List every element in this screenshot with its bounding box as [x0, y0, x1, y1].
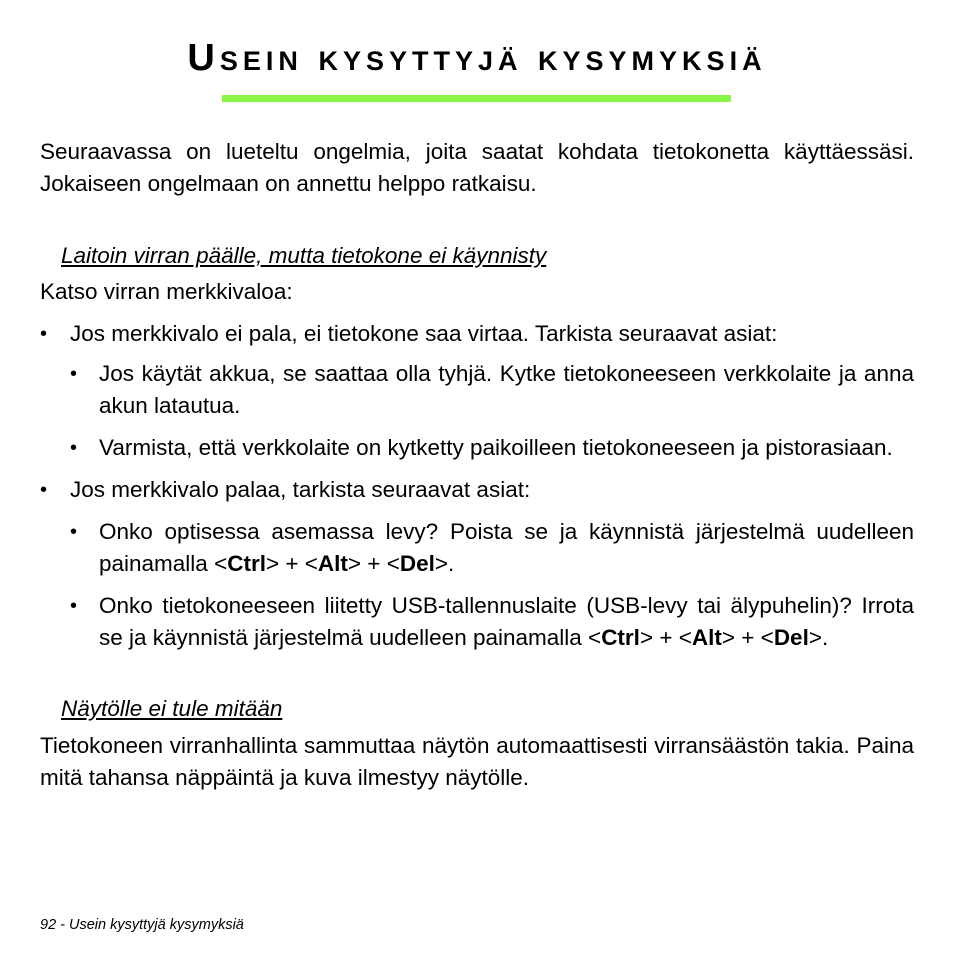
- key-del: Del: [399, 551, 435, 576]
- bracket-open: <: [678, 625, 692, 650]
- keyboard-shortcut: [214, 551, 448, 576]
- plus-sign: +: [361, 551, 387, 576]
- list-item-text: [99, 593, 914, 650]
- plus-sign: +: [279, 551, 305, 576]
- list-item-text: Jos merkkivalo palaa, tarkista seuraavat asiat:: [70, 477, 531, 502]
- list-item: [40, 358, 914, 422]
- list-item-text-end: .: [821, 625, 829, 650]
- section-heading-display: Näytölle ei tule mitään: [61, 696, 283, 721]
- list-item-text-start: Onko optisessa asemassa levy? Poista se ja käynnistä järjestelmä uudelleen painamalla: [99, 519, 914, 576]
- list-item-text: [99, 519, 914, 576]
- bracket-open: <: [588, 625, 602, 650]
- bracket-close: >: [808, 625, 822, 650]
- list-item: [40, 516, 914, 580]
- bracket-close: >: [721, 625, 736, 650]
- page-footer: 92 - Usein kysyttyjä kysymyksiä: [40, 917, 244, 933]
- bracket-close: >: [265, 551, 280, 576]
- key-del: Del: [773, 625, 809, 650]
- key-alt: Alt: [691, 625, 722, 650]
- bullet-glyph: •: [70, 363, 78, 385]
- list-item: [40, 474, 914, 506]
- bracket-close: >: [347, 551, 362, 576]
- section-heading-power: Laitoin virran päälle, mutta tietokone ei käynnisty: [61, 243, 547, 268]
- bracket-close: >: [434, 551, 448, 576]
- plus-sign: +: [653, 625, 679, 650]
- key-ctrl: Ctrl: [227, 551, 266, 576]
- list-item-text: Jos merkkivalo ei pala, ei tietokone saa virtaa. Tarkista seuraavat asiat:: [70, 321, 778, 346]
- key-ctrl: Ctrl: [601, 625, 640, 650]
- list-item: [40, 590, 914, 654]
- bullet-glyph: •: [70, 437, 78, 459]
- power-lead-text: Katso virran merkkivaloa:: [40, 279, 293, 304]
- intro-paragraph: Seuraavassa on lueteltu ongelmia, joita saatat kohdata tietokonetta käyttäessäsi. Jokaiseen ongelmaan on annettu helppo ratkaisu.: [40, 139, 914, 196]
- page-title: Usein kysyttyjä kysymyksiä: [187, 37, 767, 79]
- list-item: [40, 432, 914, 464]
- list-item: [40, 318, 914, 350]
- list-item-text-start: Onko tietokoneeseen liitetty USB-tallennuslaite (USB-levy tai älypuhelin)? Irrota se ja käynnistä järjestelmä uudelleen painamalla: [99, 593, 914, 650]
- key-alt: Alt: [317, 551, 348, 576]
- list-item-text: Jos käytät akkua, se saattaa olla tyhjä. Kytke tietokoneeseen verkkolaite ja anna akun latautua.: [99, 361, 914, 418]
- bracket-close: >: [639, 625, 654, 650]
- bullet-glyph: •: [70, 521, 78, 543]
- list-item-text-end: .: [448, 551, 455, 576]
- display-paragraph: Tietokoneen virranhallinta sammuttaa näytön automaattisesti virransäästön takia. Paina mitä tahansa näppäintä ja kuva ilmestyy näytölle.: [40, 733, 914, 790]
- bracket-open: <: [214, 551, 228, 576]
- bullet-glyph: •: [40, 479, 48, 501]
- bullet-glyph: •: [70, 595, 78, 617]
- keyboard-shortcut: [588, 625, 822, 650]
- bracket-open: <: [304, 551, 318, 576]
- bullet-glyph: •: [40, 323, 48, 345]
- title-underline-rule: [222, 95, 731, 102]
- plus-sign: +: [735, 625, 761, 650]
- bracket-open: <: [760, 625, 774, 650]
- bracket-open: <: [386, 551, 400, 576]
- list-item-text: Varmista, että verkkolaite on kytketty paikoilleen tietokoneeseen ja pistorasiaan.: [99, 435, 893, 460]
- page-content: [40, 136, 914, 794]
